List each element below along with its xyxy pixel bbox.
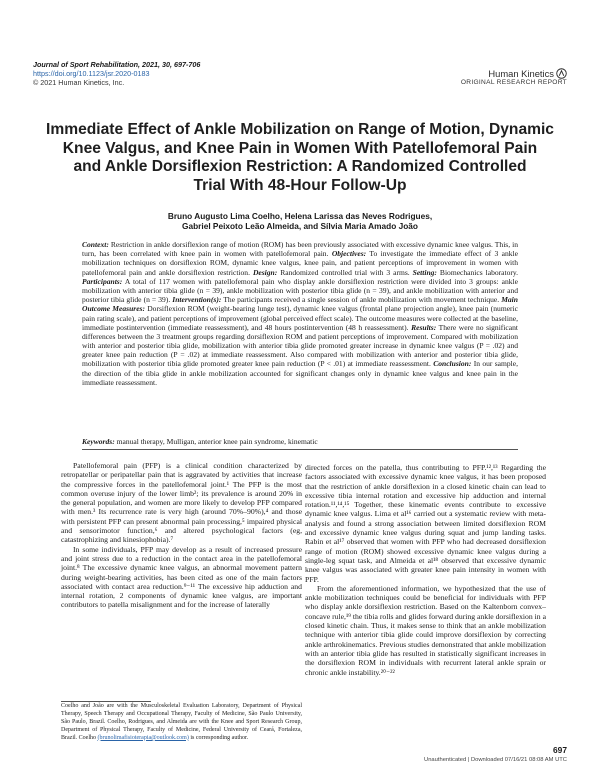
abstract-divider <box>82 449 518 450</box>
page-number: 697 <box>553 745 567 755</box>
outcomes-label: Main Outcome Measures: <box>82 295 518 314</box>
journal-citation: Journal of Sport Rehabilitation, 2021, 30, 697-706 <box>33 60 201 69</box>
author-line: Bruno Augusto Lima Coelho, Helena Larissa das Neves Rodrigues, <box>167 211 433 221</box>
title-line: Knee Valgus, and Knee Pain in Women With Patellofemoral Pain <box>62 139 538 157</box>
article-title <box>30 121 570 195</box>
setting-text: Biomechanics laboratory. <box>439 267 519 277</box>
outcomes-text: Dorsiflexion ROM (weight-bearing lunge test), dynamic knee valgus (frontal plane projection angle), knee pain (numeric pain rating scale), and patient perceptions of improvement (global perceived effect scale). The outcome measures were collected at the baseline, immediate postintervention (immediate reassessment), and 48 hours postintervention (48 h reassessment). <box>82 304 519 332</box>
affiliation-footnote <box>61 703 302 743</box>
footnote-divider <box>61 701 151 702</box>
title-line: Immediate Effect of Ankle Mobilization on Range of Motion, Dynamic <box>46 121 554 138</box>
context-label: Context: <box>82 240 109 249</box>
context-text: Restriction in ankle dorsiflexion range of motion (ROM) has been previously associated with excessive dynamic knee valgus. This, in turn, has been correlated with knee pain in women with patellofemoral pain. <box>82 240 519 259</box>
interventions-text: The participants received a single session of ankle mobilization with movement technique. <box>223 295 500 305</box>
publisher-logo <box>461 68 567 79</box>
corresponding-email-link[interactable]: (brunolimafisioterapia@outlook.com) <box>97 734 189 741</box>
conclusion-label: Conclusion: <box>433 359 472 369</box>
doi-link[interactable]: https://doi.org/10.1123/jsr.2020-0183 <box>33 69 150 78</box>
body-right-column <box>305 463 546 677</box>
body-paragraph: Patellofemoral pain (PFP) is a clinical condition characterized by retropatellar or peripatellar pain that is aggravated by activities that increase the compressive forces in the patellofemoral joint.¹ The PFP is the most common overuse injury of the lower limb²; its prevalence is around 20% in the general population, and women are more likely to develop PFP compared with men.³ Its recurrence rate is very high (around 70%–90%),⁴ and those with persistent PFP can present abnormal pain processing,⁵ impaired physical and sensorimotor function,⁶ and altered psychological factors (eg, catastrophizing and kinesiophobia).⁷ <box>61 461 302 545</box>
interventions-label: Intervention(s): <box>172 295 222 305</box>
keywords-text: manual therapy, Mulligan, anterior knee pain syndrome, kinematic <box>116 437 318 446</box>
body-left-column <box>61 461 302 610</box>
title-line: and Ankle Dorsiflexion Restriction: A Randomized Controlled <box>73 158 527 176</box>
author-line: Gabriel Peixoto Leão Almeida, and Sílvia Maria Amado João <box>182 221 418 232</box>
keywords <box>82 437 518 446</box>
objectives-text: To investigate the immediate effect of 3 ankle mobilization techniques on dorsiflexion ROM, dynamic knee valgus, knee pain, and patient perceptions of improvement in women with patellofemoral pain and ankle dorsiflexion restriction. <box>82 249 518 277</box>
body-paragraph: From the aforementioned information, we hypothesized that the use of ankle mobilization techniques could be beneficial for individuals with PFP who display ankle dorsiflexion restriction. Based on the Kaltenborn convex–concave rule,¹⁹ the tibia rolls and glides forward during ankle dorsiflexion in a closed kinetic chain. Thus, it makes sense to think that an ankle mobilization technique with anterior tibia glide could improve dorsiflexion by correcting ankle arthrokinematics. Previous studies demonstrated that ankle mobilization with an anterior tibia glide has resulted in statistically significant increases in the dorsiflexion ROM in individuals with recurrent lateral ankle sprain or chronic ankle instability.²⁰⁻²² <box>305 583 546 677</box>
article-type: ORIGINAL RESEARCH REPORT <box>460 79 567 86</box>
human-kinetics-logo-icon <box>556 68 567 79</box>
results-text: There were no significant differences between the 3 treatment groups regarding dorsiflexion ROM and patient perceptions of improvement. Compared with mobilization with anterior and posterior tibia glide, mobilization with anterior tibia glide promoted greater increase in dynamic knee valgus (P = .02) and greater knee pain reduction (P = .02) at immediate reassessment. Also compared with mobilization with anterior and posterior tibia glide, mobilization with posterior tibia glide promoted greater knee pain reduction (P < .01) at immediate reassessment. <box>82 322 518 369</box>
title-line: Trial With 48-Hour Follow-Up <box>193 176 407 194</box>
keywords-label: Keywords: <box>82 437 115 446</box>
publisher-block <box>461 68 567 87</box>
journal-header <box>33 60 200 87</box>
download-note: Unauthenticated | Downloaded 07/16/21 08:08 AM UTC <box>424 757 567 763</box>
participants-label: Participants: <box>82 276 123 286</box>
body-paragraph: In some individuals, PFP may develop as a result of increased pressure and joint stress due to a reduction in the contact area in the patellofemoral joint.⁸ The excessive dynamic knee valgus, an abnormal movement pattern during weight-bearing activities, has been cited as one of the main factors associated with contact area reduction.⁹⁻¹¹ The excessive hip adduction and internal rotation, 2 components of dynamic knee valgus, are important contributors to patella misalignment and for the increase of laterally <box>61 544 302 610</box>
participants-text: A total of 117 women with patellofemoral pain who display ankle dorsiflexion restriction were divided into 3 groups: ankle mobilization with anterior tibia glide (n = 39), ankle mobilization with posterior tibia glide (n = 39), and ankle mobilization with anterior and posterior tibia glide (n = 39). <box>82 276 518 305</box>
conclusion-text: In our sample, the direction of the tibia glide in ankle mobilization accounted for significant changes only in dynamic knee valgus and knee pain in the immediate reassessment. <box>82 359 518 387</box>
setting-label: Setting: <box>412 267 437 277</box>
footnote-text: Coelho and João are with the Musculoskeletal Evaluation Laboratory, Department of Physical Therapy, Speech Therapy and Occupational Therapy, Faculty of Medicine, São Paulo University, São Paulo, Brazil. Coelho, Rodrigues, and Almeida are with the Knee and Sport Research Group, Department of Physical Therapy, Faculty of Medicine, Federal University of Ceará, Fortaleza, Brazil. Coelho <box>61 703 302 741</box>
design-label: Design: <box>252 267 278 277</box>
publisher-name: Human Kinetics <box>488 67 554 79</box>
body-paragraph: directed forces on the patella, thus contributing to PFP.¹²,¹³ Regarding the factors associated with excessive dynamic knee valgus, it has been proposed that the restriction of ankle dorsiflexion in a closed kinetic chain can lead to excessive tibia internal rotation and excessive hip adduction and internal rotation.¹¹,¹⁴,¹⁵ Together, these kinematic events contribute to excessive dynamic knee valgus. Lima et al¹⁶ carried out a systematic review with meta-analysis and found a strong association between limited dorsiflexion ROM and excessive dynamic knee valgus during squat and jump landing tasks. Rabin et al¹⁷ observed that women with PFP who had decreased dorsiflexion range of motion (ROM) showed excessive dynamic knee valgus during a single-leg squat task, and Almeida et al¹⁸ observed that excessive dynamic knee valgus was associated with greater knee pain intensity in women with PFP. <box>305 463 546 584</box>
copyright: © 2021 Human Kinetics, Inc. <box>33 78 125 87</box>
objectives-label: Objectives: <box>331 249 367 259</box>
footnote-tail: is corresponding author. <box>190 734 249 741</box>
design-text: Randomized controlled trial with 3 arms. <box>280 267 410 277</box>
results-label: Results: <box>411 322 437 332</box>
abstract <box>82 240 518 387</box>
author-list <box>40 211 560 232</box>
